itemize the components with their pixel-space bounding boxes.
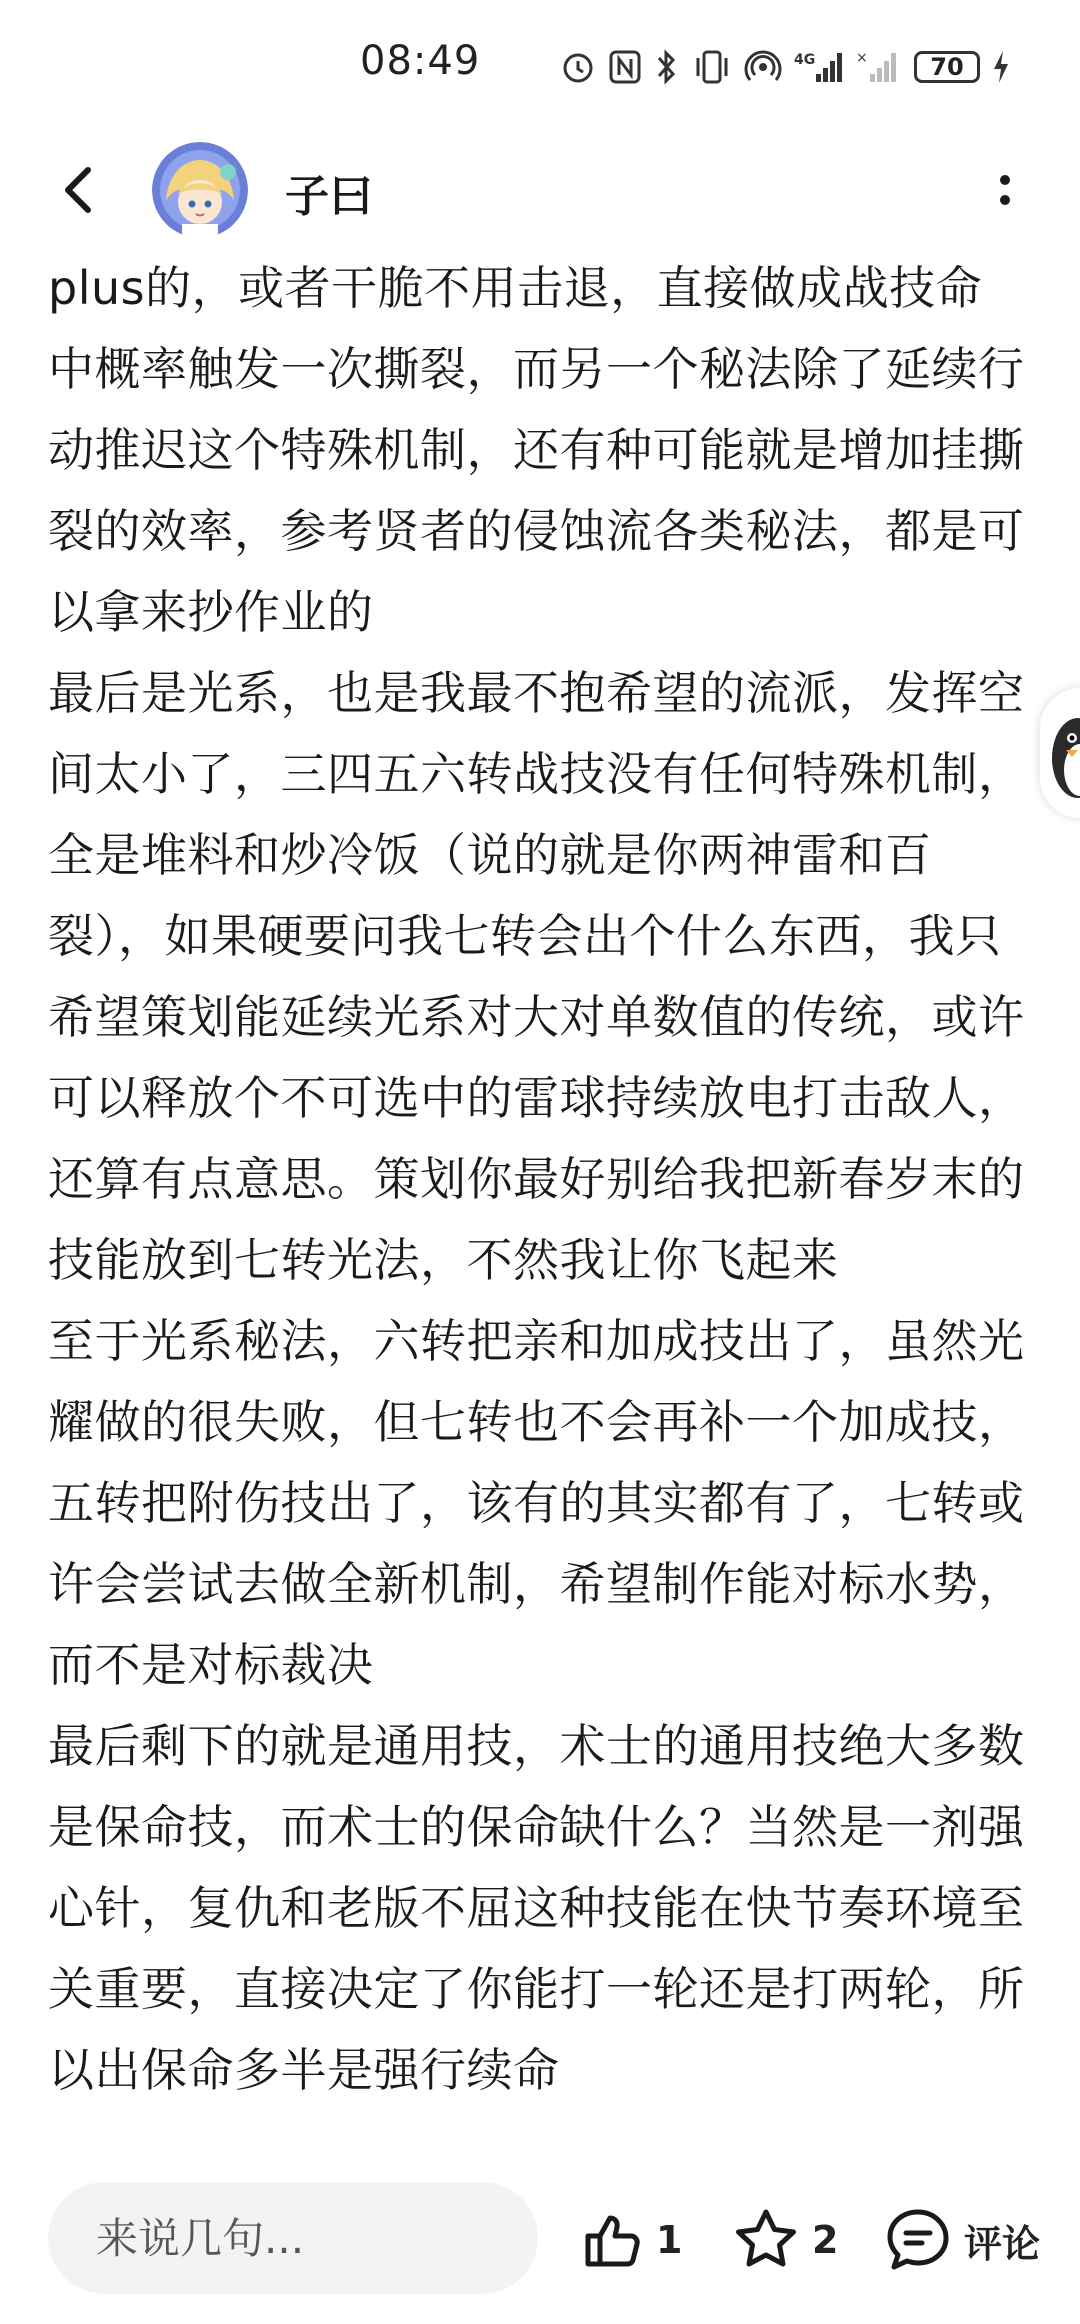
bluetooth-icon bbox=[654, 47, 680, 87]
floating-assistant-tab[interactable] bbox=[1040, 688, 1080, 818]
bottom-action-bar bbox=[0, 2152, 1080, 2324]
username[interactable]: 子曰 bbox=[285, 171, 373, 222]
alarm-icon bbox=[560, 47, 596, 87]
anime-avatar-icon bbox=[152, 142, 248, 238]
status-time: 08:49 bbox=[360, 38, 481, 84]
vibrate-icon bbox=[692, 47, 732, 87]
nfc-icon bbox=[608, 47, 642, 87]
thumbs-up-icon bbox=[580, 2208, 644, 2272]
hotspot-icon bbox=[744, 47, 782, 87]
svg-text:×: × bbox=[856, 50, 868, 66]
paragraph: 至于光系秘法，六转把亲和加成技出了，虽然光耀做的很失败，但七转也不会再补一个加成技，五转把附伤技出了，该有的其实都有了，七转或许会尝试去做全新机制，希望制作能对标水势，而不是对标裁决 bbox=[48, 1314, 1025, 1692]
battery-indicator: 70 bbox=[914, 51, 980, 83]
comment-label: 评论 bbox=[964, 2221, 1041, 2266]
charging-icon bbox=[992, 47, 1010, 87]
favorite-count: 2 bbox=[812, 2218, 839, 2262]
comment-input[interactable] bbox=[48, 2182, 538, 2294]
penguin-icon bbox=[1040, 688, 1080, 818]
paragraph: plus的，或者干脆不用击退，直接做成战技命中概率触发一次撕裂，而另一个秘法除了延续行动推迟这个特殊机制，还有种可能就是增加挂撕裂的效率，参考贤者的侵蚀流各类秘法，都是可以拿来抄作业的 bbox=[48, 261, 1025, 639]
like-button[interactable] bbox=[580, 2200, 682, 2280]
avatar[interactable] bbox=[152, 142, 248, 238]
signal-icon bbox=[856, 47, 902, 87]
paragraph: 最后是光系，也是我最不抱希望的流派，发挥空间太小了，三四五六转战技没有任何特殊机制，全是堆料和炒冷饭（说的就是你两神雷和百裂），如果硬要问我七转会出个什么东西，我只希望策划能延续光系对大对单数值的传统，或许可以释放个不可选中的雷球持续放电打击敌人，还算有点意思。策划你最好别给我把新春岁末的技能放到七转光法，不然我让你飞起来 bbox=[48, 666, 1025, 1287]
chevron-left-icon bbox=[50, 160, 110, 220]
favorite-button[interactable] bbox=[732, 2200, 838, 2280]
signal-4g-icon bbox=[794, 47, 844, 87]
content-fade bbox=[0, 2110, 1080, 2152]
back-button[interactable] bbox=[50, 160, 110, 220]
comment-button[interactable] bbox=[884, 2200, 1040, 2280]
paragraph: 最后剩下的就是通用技，术士的通用技绝大多数是保命技，而术士的保命缺什么？当然是一剂强心针，复仇和老版不屈这种技能在快节奏环境至关重要，直接决定了你能打一轮还是打两轮，所以出保命多半是强行续命 bbox=[48, 1719, 1025, 2097]
svg-text:4G: 4G bbox=[794, 52, 816, 68]
status-icons bbox=[560, 44, 1010, 90]
post-content bbox=[48, 248, 1028, 2150]
status-bar bbox=[0, 0, 1080, 130]
star-icon bbox=[732, 2206, 800, 2274]
more-vertical-icon bbox=[985, 158, 1025, 222]
more-options-button[interactable] bbox=[985, 158, 1025, 222]
comment-bubble-icon bbox=[884, 2206, 952, 2274]
post-header bbox=[0, 130, 1080, 250]
like-count: 1 bbox=[656, 2218, 683, 2262]
